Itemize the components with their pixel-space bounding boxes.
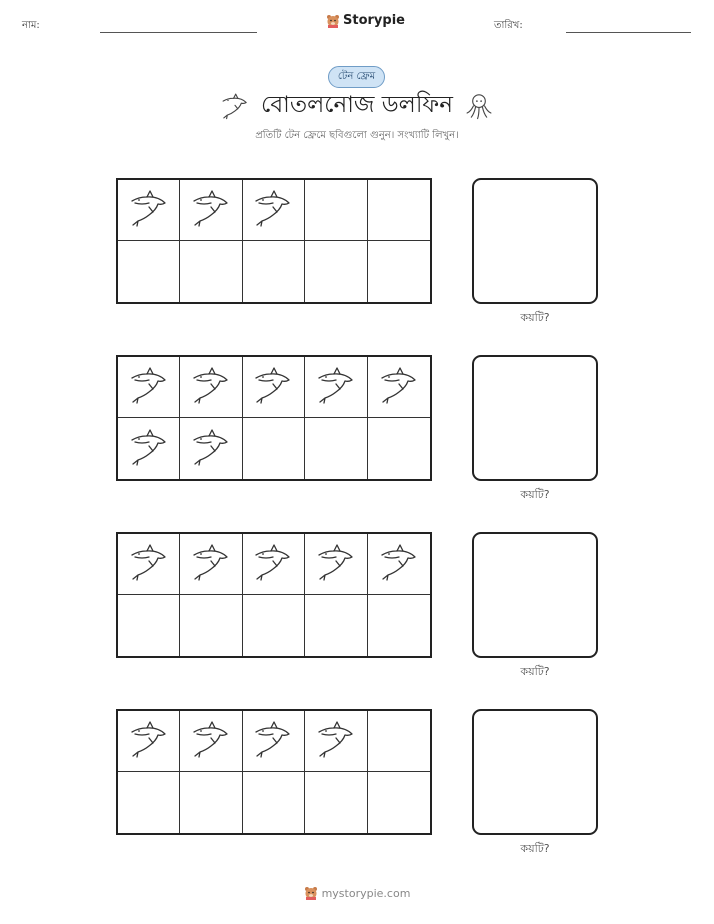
dolphin-icon [129, 542, 169, 586]
dolphin-icon [253, 719, 293, 763]
frame-cell [118, 772, 180, 833]
frame-cell [118, 357, 180, 418]
frame-cell [305, 241, 367, 302]
dolphin-icon [191, 188, 231, 232]
footer [0, 886, 714, 900]
dolphin-icon [253, 542, 293, 586]
frame-cell [118, 418, 180, 479]
frame-cell [118, 241, 180, 302]
bear-logo-icon [304, 886, 318, 900]
frame-cell [180, 711, 242, 772]
frame-cell [243, 357, 305, 418]
frame-cell [180, 241, 242, 302]
dolphin-icon [191, 427, 231, 471]
frame-cell [118, 180, 180, 241]
dolphin-icon [129, 188, 169, 232]
frame-cell [305, 595, 367, 656]
dolphin-icon [191, 542, 231, 586]
answer-label-3: কয়টি? [520, 665, 550, 678]
date-line[interactable] [566, 32, 691, 33]
dolphin-icon [191, 719, 231, 763]
frame-cell [180, 357, 242, 418]
dolphin-icon [191, 365, 231, 409]
answer-label-4: কয়টি? [520, 842, 550, 855]
frame-cell [243, 418, 305, 479]
bear-logo-icon [326, 14, 340, 28]
dolphin-icon [379, 542, 419, 586]
frame-cell [243, 241, 305, 302]
ten-frame-1 [116, 178, 432, 304]
answer-box-1[interactable] [472, 178, 598, 304]
dolphin-icon [316, 719, 356, 763]
ten-frame-2 [116, 355, 432, 481]
brand-name: Storypie [343, 13, 405, 28]
topic-badge: টেন ফ্রেম [328, 66, 385, 88]
dolphin-icon [316, 542, 356, 586]
frame-cell [180, 772, 242, 833]
frame-cell [368, 595, 430, 656]
frame-cell [118, 595, 180, 656]
frame-cell [368, 357, 430, 418]
instructions: প্রতিটি টেন ফ্রেমে ছবিগুলো গুনুন। সংখ্যাটি লিখুন। [255, 130, 459, 141]
footer-url: mystorypie.com [321, 886, 411, 900]
frame-cell [368, 418, 430, 479]
dolphin-icon [253, 188, 293, 232]
ten-frame-3 [116, 532, 432, 658]
frame-cell [243, 595, 305, 656]
dolphin-icon [129, 427, 169, 471]
answer-box-3[interactable] [472, 532, 598, 658]
frame-cell [243, 534, 305, 595]
answer-box-4[interactable] [472, 709, 598, 835]
dolphin-icon [316, 365, 356, 409]
frame-cell [305, 772, 367, 833]
frame-cell [305, 418, 367, 479]
frame-cell [243, 180, 305, 241]
frame-cell [305, 357, 367, 418]
brand-logo [326, 13, 405, 28]
octopus-icon [463, 92, 495, 120]
frame-cell [118, 534, 180, 595]
frame-cell [368, 711, 430, 772]
frame-cell [305, 711, 367, 772]
frame-cell [368, 180, 430, 241]
name-line[interactable] [100, 32, 257, 33]
answer-label-1: কয়টি? [520, 311, 550, 324]
frame-cell [243, 711, 305, 772]
frame-cell [180, 180, 242, 241]
frame-cell [180, 418, 242, 479]
frame-cell [368, 241, 430, 302]
frame-cell [305, 180, 367, 241]
name-label: নাম: [22, 20, 40, 31]
ten-frame-4 [116, 709, 432, 835]
date-label: তারিখ: [494, 20, 523, 31]
frame-cell [305, 534, 367, 595]
frame-cell [368, 534, 430, 595]
answer-label-2: কয়টি? [520, 488, 550, 501]
frame-cell [368, 772, 430, 833]
page-title: বোতলনোজ ডলফিন [261, 92, 453, 118]
frame-cell [180, 534, 242, 595]
frame-cell [118, 711, 180, 772]
frame-cell [243, 772, 305, 833]
dolphin-icon [253, 365, 293, 409]
dolphin-icon [379, 365, 419, 409]
frame-cell [180, 595, 242, 656]
answer-box-2[interactable] [472, 355, 598, 481]
dolphin-icon [129, 719, 169, 763]
dolphin-icon [129, 365, 169, 409]
